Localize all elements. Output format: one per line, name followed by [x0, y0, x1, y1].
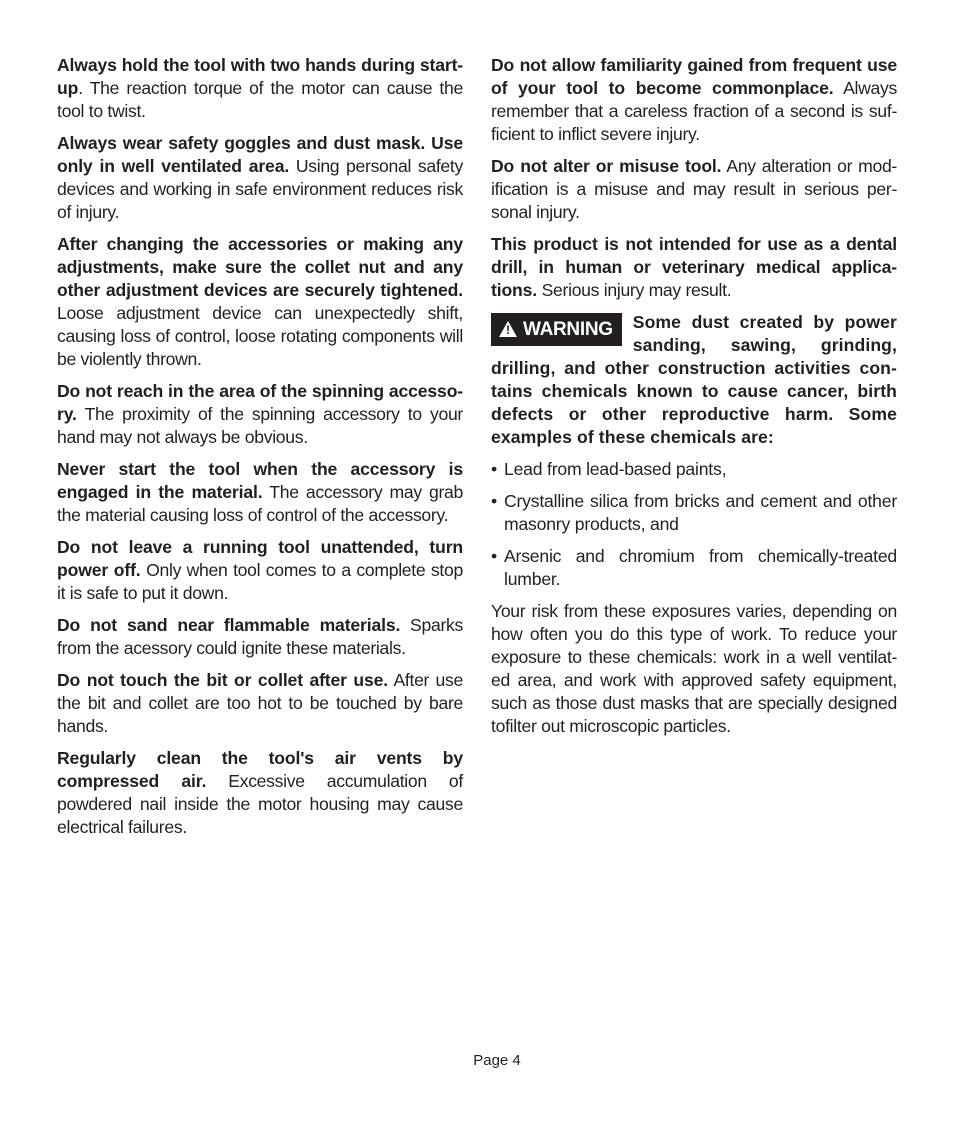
list-item-text: Arsenic and chromium from chemically-treated lumber.: [504, 546, 897, 589]
rule-heading: Do not touch the bit or collet after use.: [57, 670, 389, 690]
exposure-paragraph: Your risk from these exposures varies, depending on how often you do this type of work. To reduce your exposure to these chemicals: work in a well ventilat-ed area, and work with approved safety equipment, such as those dust masks that are specially designed tofilter out microscopic particles.: [491, 601, 897, 736]
rule-heading: Always wear safety goggles and dust mask. Use only in well ventilated area.: [57, 133, 463, 176]
rule-body: Serious injury may result.: [537, 280, 732, 300]
safety-rule-engaged-start: [57, 458, 463, 527]
safety-rule-dental: [491, 233, 897, 302]
warning-statement: [491, 311, 897, 449]
warning-badge: [491, 313, 622, 346]
list-item-text: Crystalline silica from bricks and cement and other masonry products, and: [504, 491, 897, 534]
bullet-symbol: •: [491, 491, 497, 511]
safety-rule-air-vents: [57, 747, 463, 839]
rule-heading: Do not leave a running tool unattended, turn power off.: [57, 537, 463, 580]
rule-body: Always remember that a careless fraction of a second is suf-ficient to inflict severe injury.: [491, 78, 897, 144]
list-item: [491, 458, 897, 481]
rule-heading: Do not reach in the area of the spinning accesso-ry.: [57, 381, 463, 424]
rule-body: The accessory may grab the material causing loss of control of the accessory.: [57, 482, 463, 525]
safety-rule-familiarity: [491, 54, 897, 146]
rule-body: Sparks from the acessory could ignite these materials.: [57, 615, 464, 658]
rule-body: Any alteration or mod-ification is a misuse and may result in serious per-sonal injury.: [491, 156, 897, 222]
rule-heading: Regularly clean the tool's air vents by compressed air.: [57, 748, 463, 791]
safety-rule-goggles: [57, 132, 463, 224]
bullet-symbol: •: [491, 546, 497, 566]
warning-text: Some dust created by power sanding, sawing, grinding, drilling, and other construction activities con-tains chemicals known to cause cancer, birth defects or other reproductive harm. Some examples of these chemicals are:: [491, 312, 897, 447]
list-item: [491, 545, 897, 591]
right-column: [491, 54, 897, 747]
rule-body: Only when tool comes to a complete stop it is safe to put it down.: [57, 560, 463, 603]
rule-body: The proximity of the spinning accessory to your hand may not always be obvious.: [57, 404, 463, 447]
bullet-symbol: •: [491, 459, 497, 479]
rule-heading: Do not sand near flammable materials.: [57, 615, 401, 635]
rule-body: . The reaction torque of the motor can cause the tool to twist.: [57, 78, 463, 121]
safety-rule-unattended: [57, 536, 463, 605]
rule-heading: Always hold the tool with two hands during start-up: [57, 55, 463, 98]
warning-triangle-icon: [499, 321, 517, 337]
rule-heading: Do not alter or misuse tool.: [491, 156, 722, 176]
rule-heading: Do not allow familiarity gained from frequent use of your tool to become commonplace.: [491, 55, 897, 98]
safety-rule-two-hands: [57, 54, 463, 123]
safety-rule-misuse: [491, 155, 897, 224]
list-item: [491, 490, 897, 536]
page-footer: [0, 1052, 954, 1069]
safety-rule-hot-bit: [57, 669, 463, 738]
rule-heading: After changing the accessories or making any adjustments, make sure the collet nut and any other adjustment devices are securely tightened.: [57, 234, 463, 300]
rule-heading: Never start the tool when the accessory is engaged in the material.: [57, 459, 463, 502]
page-number: Page 4: [473, 1052, 521, 1069]
safety-rule-collet-nut: [57, 233, 463, 371]
rule-body: Excessive accumulation of powdered nail inside the motor housing may cause electrical failures.: [57, 771, 463, 837]
safety-rule-flammable: [57, 614, 463, 660]
warning-badge-label: WARNING: [523, 319, 613, 340]
rule-body: Using personal safety devices and working in safe environment reduces risk of injury.: [57, 156, 464, 222]
rule-body: After use the bit and collet are too hot to be touched by bare hands.: [57, 670, 463, 736]
left-column: [57, 54, 463, 848]
warning-exclamation: !: [506, 323, 510, 337]
rule-body: Loose adjustment device can unexpectedly shift, causing loss of control, loose rotating components will be violently thrown.: [57, 303, 463, 369]
list-item-text: Lead from lead-based paints,: [504, 459, 727, 479]
rule-heading: This product is not intended for use as a dental drill, in human or veterinary medical applica-tions.: [491, 234, 897, 300]
safety-rule-spinning-accessory: [57, 380, 463, 449]
